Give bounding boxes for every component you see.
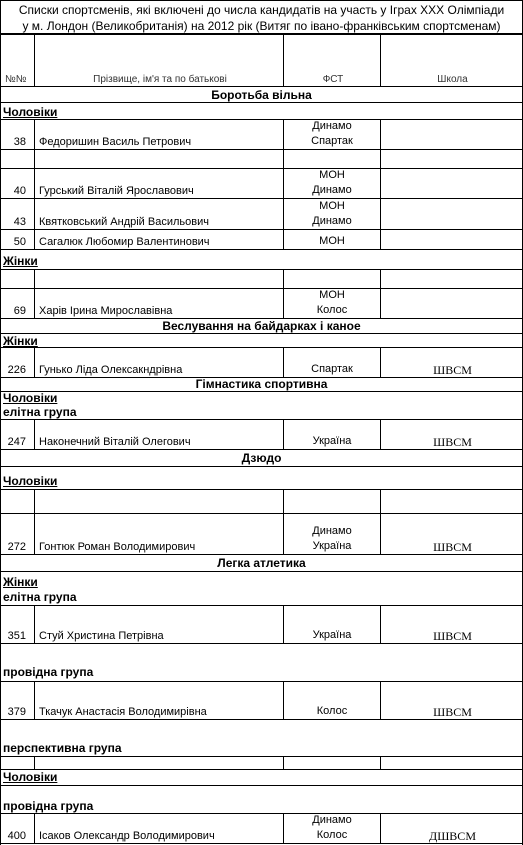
empty-row bbox=[0, 490, 523, 514]
table-row: 272 Гонтюк Роман Володимирович Динамо Україна ШВСМ bbox=[0, 514, 523, 555]
group-leading-athletics: провідна група bbox=[3, 665, 94, 679]
table-row: 40 Гурський Віталій Ярославович МОН Динамо bbox=[0, 169, 523, 199]
title-line-1: Списки спортсменів, які включені до числа кандидатів на участь у Іграх ХХХ Олімпіади bbox=[18, 3, 505, 17]
table-row: 247 Наконечний Віталій Олегович Україна ШВСМ bbox=[0, 420, 523, 450]
section-gymnastics: Гімнастика спортивна bbox=[0, 377, 523, 391]
header-num: №№ bbox=[5, 74, 27, 85]
empty-row bbox=[0, 757, 523, 770]
section-athletics: Легка атлетика bbox=[0, 556, 523, 570]
header-school: Школа bbox=[437, 74, 468, 85]
header-name: Прізвище, ім'я та по батькові bbox=[93, 74, 227, 85]
group-elite-gymnastics: елітна група bbox=[3, 405, 77, 419]
table-row: 38 Федоришин Василь Петрович Динамо Спартак bbox=[0, 120, 523, 150]
header-fst: ФСТ bbox=[322, 74, 344, 85]
group-men-judo: Чоловіки bbox=[3, 474, 58, 488]
table-row: 379 Ткачук Анастасія Володимирівна Колос ШВСМ bbox=[0, 682, 523, 720]
group-men-wrestling: Чоловіки bbox=[3, 105, 58, 119]
table-row: 50 Сагалюк Любомир Валентинович МОН bbox=[0, 230, 523, 250]
group-women-canoe: Жінки bbox=[3, 334, 38, 348]
table-row: 351 Стуй Христина Петрівна Україна ШВСМ bbox=[0, 606, 523, 644]
empty-row bbox=[0, 150, 523, 169]
group-men-athletics: Чоловіки bbox=[3, 770, 58, 784]
table-row: 43 Квятковський Андрій Васильович МОН Динамо bbox=[0, 199, 523, 230]
group-leading-men-athletics: провідна група bbox=[3, 799, 94, 813]
empty-row bbox=[0, 270, 523, 289]
group-prospective-athletics: перспективна група bbox=[3, 741, 122, 755]
section-judo: Дзюдо bbox=[0, 451, 523, 465]
table-header bbox=[0, 35, 523, 87]
group-women-wrestling: Жінки bbox=[3, 254, 38, 268]
title-line-2: у м. Лондон (Великобританія) на 2012 рік (Витяг по івано-франківським спортсменам) bbox=[22, 19, 501, 33]
group-men-gymnastics: Чоловіки bbox=[3, 391, 58, 405]
table-row: 226 Гунько Ліда Олексакндрівна Спартак ШВСМ bbox=[0, 348, 523, 378]
group-women-athletics: Жінки bbox=[3, 575, 38, 589]
document-title bbox=[0, 0, 523, 35]
table-row: 69 Харів Ірина Мирославівна МОН Колос bbox=[0, 289, 523, 319]
table-row: 400 Ісаков Олександр Володимирович Динамо Колос ДШВСМ bbox=[0, 814, 523, 844]
section-canoe: Веслування на байдарках і каное bbox=[0, 319, 523, 333]
section-wrestling: Боротьба вільна bbox=[0, 88, 523, 102]
group-elite-athletics: елітна група bbox=[3, 590, 77, 604]
